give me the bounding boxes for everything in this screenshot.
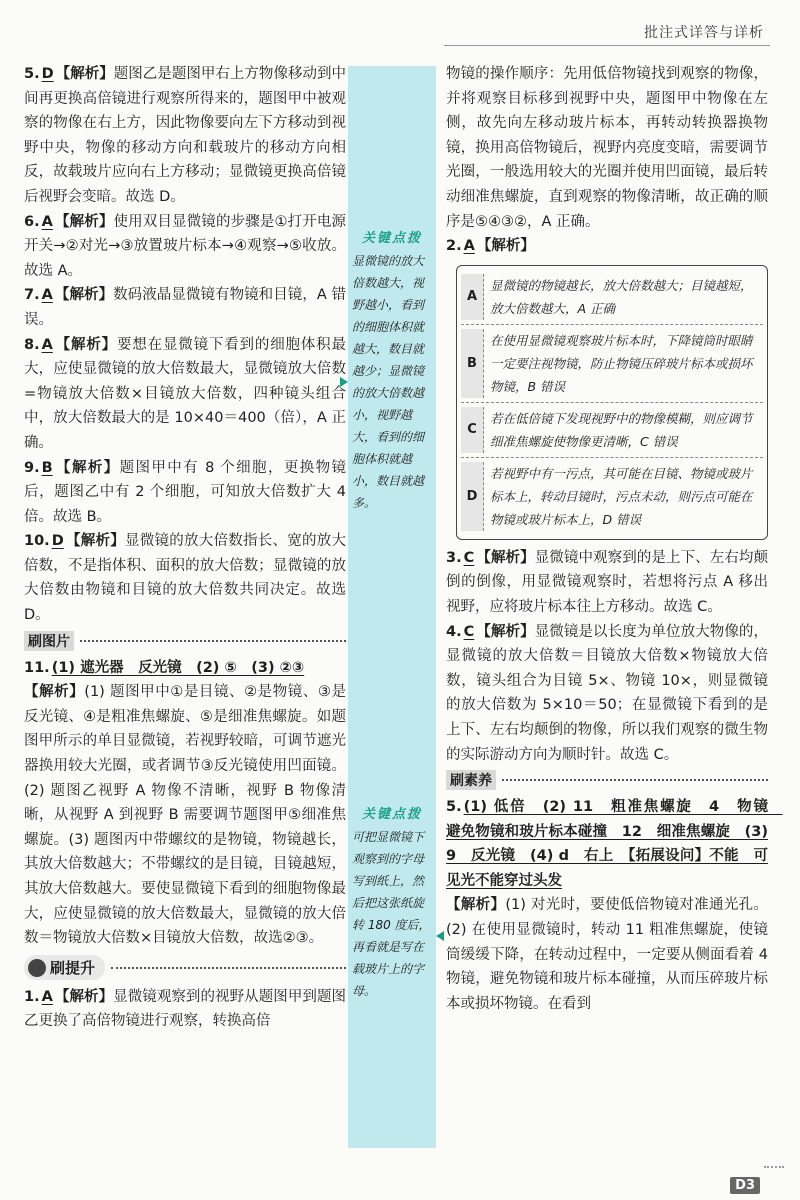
question-number: 5.: [24, 66, 40, 82]
pointer-arrow-right-icon: [340, 377, 348, 387]
question-number: 10.: [24, 533, 50, 550]
analysis-tag: 【解析】: [446, 897, 506, 914]
analysis-text: 题图甲中有 8 个细胞，更换物镜后，题图乙中有 2 个细胞，可知放大倍数扩大 4 倍。故选 B。: [24, 459, 347, 525]
answer-q9: [24, 456, 346, 530]
analysis-tag: 【解析】: [54, 287, 114, 304]
option-text: 在使用显微镜观察玻片标本时，下降镜筒时眼睛一定要注视物镜，防止物镜压碎玻片标本或损坏物镜，B 错误: [490, 332, 753, 394]
analysis-tag: 【解析】: [65, 533, 125, 550]
answer-letter: C: [463, 623, 475, 640]
answer-q5: [24, 62, 346, 210]
analysis-text: 显微镜是以长度为单位放大物像的，显微镜的放大倍数＝目镜放大倍数×物镜放大倍数，镜头组合为目镜 5×、物镜 10×，则显微镜的放大倍数为 5×10＝50；在显微镜下看到的是上下、左右均颠倒的物像，所以我们观察的微生物的实际游动方向为顺时针。故选 C。: [446, 623, 769, 763]
analysis-q11: [24, 680, 346, 951]
dotted-divider: [80, 640, 346, 642]
answer-q8: [24, 333, 346, 456]
analysis-tag: 【解析】: [476, 623, 535, 640]
key-tip-text: 显微镜的放大倍数越大，视野越小，看到的细胞体积就越大，数目就越少；显微镜的放大倍数越小，视野越大，看到的细胞体积就越小，数目就越多。: [352, 254, 425, 510]
left-column: [24, 62, 346, 1034]
analysis-tag: 【解析】: [476, 238, 535, 255]
section-header-literacy: [446, 769, 768, 791]
option-label: D: [461, 462, 484, 531]
analysis-text: 要想在显微镜下看到的细胞体积最大，应使显微镜的放大倍数最大，显微镜放大倍数=物镜放大倍数×目镜放大倍数，四种镜头组合中，放大倍数最大的是 10×40＝400（倍），A 正确。: [24, 336, 347, 451]
analysis-tag: 【解析】: [476, 549, 535, 566]
answer-letter: B: [41, 459, 53, 476]
analysis-tag: 【解析】: [54, 459, 120, 476]
question-number: 11.: [24, 659, 50, 676]
analysis-text: 使用双目显微镜的步骤是①打开电源开关→②对光→③放置玻片标本→④观察→⑤收放。故选 A。: [24, 213, 347, 279]
answer-letter: D: [51, 533, 64, 550]
section-header-figures: [24, 630, 346, 652]
dotted-divider: [111, 967, 346, 969]
question-number: 3.: [446, 549, 462, 566]
option-text: 显微镜的物镜越长，放大倍数越大；目镜越短，放大倍数越大，A 正确: [490, 277, 753, 316]
key-tip-note-2: [352, 804, 432, 1002]
option-label: C: [461, 407, 484, 453]
analysis-text: 数码液晶显微镜有物镜和目镜，A 错误。: [24, 287, 346, 328]
answer-letter: C: [463, 549, 475, 566]
section-header-improve: [24, 955, 346, 981]
answer-p4: [446, 620, 768, 768]
analysis-text: 题图乙是题图甲右上方物像移动到中间再更换高倍镜进行观察所得来的，题图甲中被观察的物像在右上方，因此物像要向左下方移动到视野中央，物像的移动方向和载玻片的移动方向相反，故载玻片应向右上方移动；显微镜更换高倍镜后视野会变暗。故选 D。: [24, 66, 347, 205]
corner-dots: [764, 1166, 784, 1186]
brush-icon: [28, 959, 46, 977]
right-column: [446, 62, 783, 1016]
answer-p1: [24, 985, 346, 1034]
key-tip-note-1: [352, 228, 432, 514]
side-notes-strip: [348, 66, 436, 1148]
answer-letter: D: [41, 66, 54, 82]
answer-letter: A: [41, 287, 53, 304]
analysis-text: 显微镜中观察到的是上下、左右均颠倒的倒像，用显微镜观察时，若想将污点 A 移出视野，应将玻片标本往上方移动。故选 C。: [446, 549, 769, 615]
key-tip-title: 关键点拨: [361, 231, 422, 246]
option-text: 若视野中有一污点，其可能在目镜、物镜或玻片标本上，转动目镜时，污点未动，则污点可能在物镜或玻片标本上，D 错误: [490, 465, 753, 527]
option-row: [461, 458, 763, 535]
key-tip-text: 可把显微镜下观察到的字母写到纸上，然后把这张纸旋转 180 度后，再看就是写在载玻片上的字母。: [352, 830, 431, 998]
option-label: A: [461, 274, 484, 320]
pointer-arrow-left-icon: [436, 931, 444, 941]
analysis-text: (1) 对光时，要使低倍物镜对准通光孔。(2) 在使用显微镜时，转动 11 粗准焦螺旋，使镜筒缓缓下降，在转动过程中，一定要从侧面看着 4 物镜，避免物镜和玻片标本碰撞，从而压碎玻片标本或损坏物镜。在看到: [446, 897, 768, 1012]
analysis-text: 显微镜的放大倍数指长、宽的放大倍数，不是指体积、面积的放大倍数；显微镜的放大倍数由物镜和目镜的放大倍数共同决定。故选 D。: [24, 533, 347, 624]
answer-q6: [24, 210, 346, 284]
option-row: [461, 403, 763, 458]
option-row: [461, 270, 763, 325]
answer-q7: [24, 283, 346, 332]
question-number: 9.: [24, 459, 40, 476]
answer-letter: A: [41, 213, 53, 230]
question-number: 5.: [446, 799, 462, 816]
answer-line: (1) 低倍 (2) 11 粗准焦螺旋 4 物镜 避免物镜和玻片标本碰撞 12 细准焦螺旋 (3) 9 反光镜 (4) d 右上 【拓展设问】不能 可见光不能穿过头发: [446, 799, 783, 889]
option-row: [461, 325, 763, 403]
options-analysis-box: [456, 265, 768, 540]
key-tip-title: 关键点拨: [361, 807, 422, 822]
question-number: 8.: [24, 336, 40, 353]
section-label: 刷素养: [446, 770, 496, 790]
analysis-text: (1) 题图甲中①是目镜、②是物镜、③是反光镜、④是粗准焦螺旋、⑤是细准焦螺旋。如题图甲所示的单目显微镜，若视野较暗，可调节遮光器换用较大光圈，或者调节③反光镜使用凹面镜。(2) 题图乙视野 A 物像不清晰，视野 B 物像清晰，从视野 A 到视野 B 需要调节题图甲⑤细准焦螺旋。(3) 题图丙中带螺纹的是物镜，物镜越长，其放大倍数越大；不带螺纹的是目镜，目镜越短，其放大倍数越大。要使显微镜下看到的细胞物像最大，应使显微镜的放大倍数最大，显微镜的放大倍数＝物镜放大倍数×目镜放大倍数，故选②③。: [24, 684, 347, 947]
section-label: 刷提升: [50, 959, 96, 978]
answer-p1-continued: [446, 62, 768, 234]
question-number: 6.: [24, 213, 40, 230]
analysis-tag: 【解析】: [54, 988, 114, 1005]
option-text: 若在低倍镜下发现视野中的物像模糊，则应调节细准焦螺旋使物像更清晰，C 错误: [490, 410, 753, 449]
analysis-tag: 【解析】: [54, 213, 114, 230]
answer-p2: [446, 234, 768, 259]
answer-letter: A: [41, 336, 53, 353]
dotted-divider: [502, 779, 768, 781]
analysis-text: 物镜的操作顺序：先用低倍物镜找到观察的物像，并将观察目标移到视野中央，题图甲中物像在左侧，故先向左移动玻片标本，再转动转换器换物镜，换用高倍物镜后，视野内亮度变暗，需要调节光圈，一般选用较大的光圈并使用凹面镜，最后转动细准焦螺旋，直到观察的物像清晰，故正确的顺序是⑤④③②，A 正确。: [446, 66, 768, 230]
analysis-text: 显微镜观察到的视野从题图甲到题图乙更换了高倍物镜进行观察，转换高倍: [24, 988, 347, 1030]
section-label: 刷图片: [24, 631, 74, 651]
analysis-tag: 【解析】: [55, 66, 114, 82]
answer-p5: [446, 795, 783, 893]
answer-q10: [24, 529, 346, 627]
question-number: 4.: [446, 623, 462, 640]
question-number: 1.: [24, 988, 40, 1005]
option-label: B: [461, 329, 484, 398]
question-number: 7.: [24, 287, 40, 304]
answer-p3: [446, 546, 768, 620]
answer-q11: [24, 656, 346, 681]
analysis-tag: 【解析】: [54, 336, 117, 353]
header-divider: [444, 45, 770, 46]
analysis-tag: 【解析】: [24, 684, 85, 701]
analysis-p5: [446, 893, 768, 1016]
question-number: 2.: [446, 238, 462, 255]
page-number: D3: [730, 1177, 760, 1194]
page-header-title: 批注式详答与详析: [644, 25, 764, 41]
section-pill: [24, 955, 105, 980]
answer-line: (1) 遮光器 反光镜 (2) ⑤ (3) ②③: [51, 659, 305, 676]
answer-letter: A: [463, 238, 475, 255]
answer-letter: A: [41, 988, 53, 1005]
